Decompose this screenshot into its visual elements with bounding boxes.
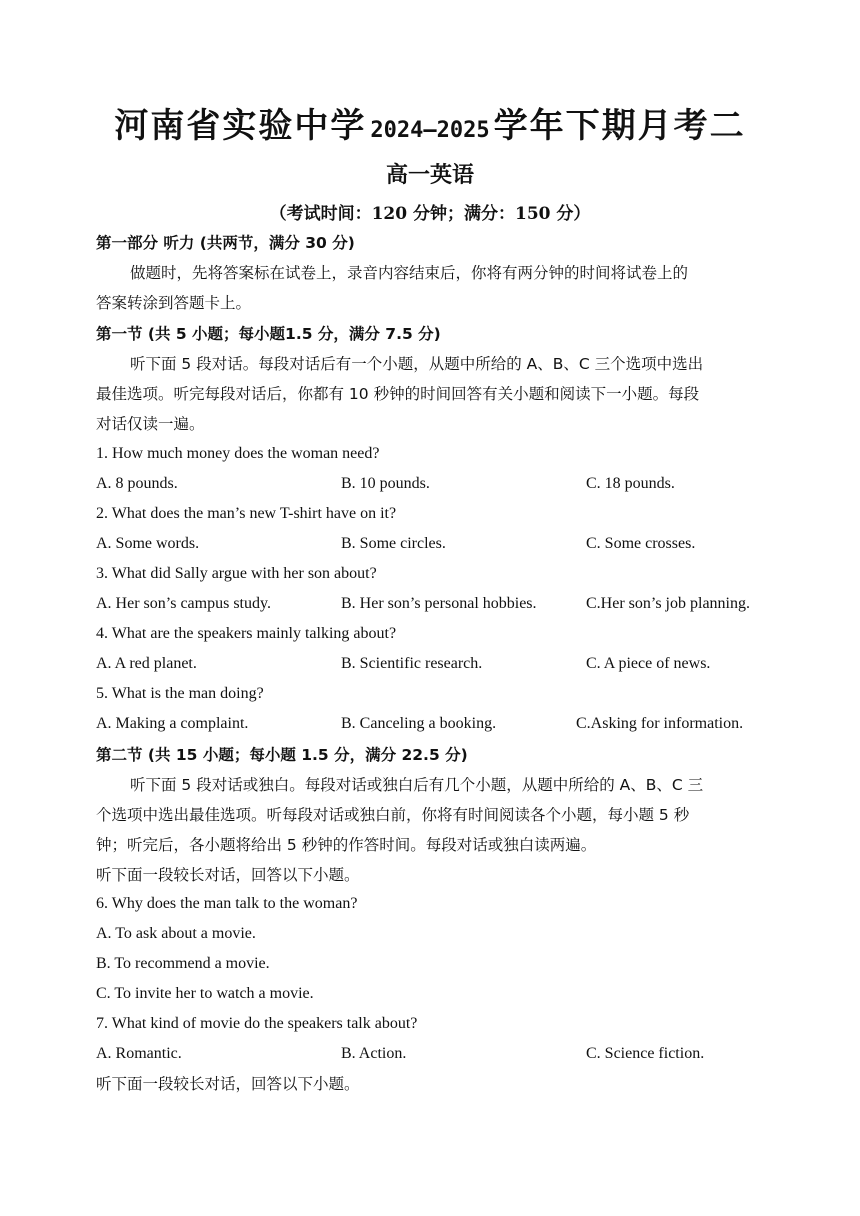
q3-option-c: C.Her son’s job planning. [586, 595, 750, 612]
section1-instruction-line: 听下面 5 段对话。每段对话后有一个小题，从题中所给的 A、B、C 三个选项中选出 [130, 355, 704, 373]
part1-instruction-line: 答案转涂到答题卡上。 [96, 294, 252, 312]
q6-option-a: A. To ask about a movie. [96, 925, 256, 942]
section1-instruction-line: 最佳选项。听完每段对话后，你都有 10 秒钟的时间回答有关小题和阅读下一小题。每段 [96, 385, 700, 403]
part1-instruction-line: 做题时，先将答案标在试卷上，录音内容结束后，你将有两分钟的时间将试卷上的 [130, 264, 689, 282]
title-year: 2024–2025 [370, 118, 490, 143]
question-6: 6. Why does the man talk to the woman? [96, 895, 358, 912]
section1-instruction-line: 对话仅读一遍。 [96, 415, 205, 433]
q5-option-a: A. Making a complaint. [96, 715, 249, 732]
part1-heading: 第一部分 听力 (共两节，满分 30 分) [96, 234, 355, 252]
title-term: 学年下期月考二 [493, 106, 746, 146]
q1-option-b: B. 10 pounds. [341, 475, 430, 492]
q4-option-a: A. A red planet. [96, 655, 197, 672]
q1-option-a: A. 8 pounds. [96, 475, 178, 492]
question-1: 1. How much money does the woman need? [96, 445, 380, 462]
title-school: 河南省实验中学 [114, 106, 367, 146]
section2-instruction-line: 个选项中选出最佳选项。听每段对话或独白前，你将有时间阅读各个小题，每小题 5 秒 [96, 806, 690, 824]
subject-title: 高一英语 [385, 162, 474, 188]
q3-option-a: A. Her son’s campus study. [96, 595, 271, 612]
q5-option-c: C.Asking for information. [576, 715, 744, 732]
q2-option-a: A. Some words. [96, 535, 200, 552]
question-7: 7. What kind of movie do the speakers talk about? [96, 1015, 418, 1032]
section2-instruction-line: 听下面 5 段对话或独白。每段对话或独白后有几个小题，从题中所给的 A、B、C 三 [130, 776, 704, 794]
section1-heading: 第一节 (共 5 小题；每小题1.5 分，满分 7.5 分) [96, 325, 441, 343]
question-4: 4. What are the speakers mainly talking about? [96, 625, 397, 642]
q5-option-b: B. Canceling a booking. [341, 715, 497, 732]
question-3: 3. What did Sally argue with her son about? [96, 565, 377, 582]
q7-option-a: A. Romantic. [96, 1045, 182, 1062]
q7-option-b: B. Action. [341, 1045, 407, 1062]
page-title [0, 98, 860, 147]
q4-option-c: C. A piece of news. [586, 655, 711, 672]
question-5: 5. What is the man doing? [96, 685, 264, 702]
q2-option-c: C. Some crosses. [586, 535, 696, 552]
question-2: 2. What does the man’s new T-shirt have on it? [96, 505, 397, 522]
section2-instruction-line: 钟；听完后，各小题将给出 5 秒钟的作答时间。每段对话或独白读两遍。 [96, 836, 597, 854]
listen-prompt: 听下面一段较长对话，回答以下小题。 [96, 866, 360, 884]
q4-option-b: B. Scientific research. [341, 655, 483, 672]
q6-option-b: B. To recommend a movie. [96, 955, 270, 972]
q7-option-c: C. Science fiction. [586, 1045, 705, 1062]
q6-option-c: C. To invite her to watch a movie. [96, 985, 314, 1002]
q3-option-b: B. Her son’s personal hobbies. [341, 595, 537, 612]
section2-heading: 第二节 (共 15 小题；每小题 1.5 分，满分 22.5 分) [96, 746, 468, 764]
listen-prompt: 听下面一段较长对话，回答以下小题。 [96, 1075, 360, 1093]
exam-info: （考试时间：120 分钟；满分：150 分） [269, 204, 591, 224]
q1-option-c: C. 18 pounds. [586, 475, 675, 492]
q2-option-b: B. Some circles. [341, 535, 446, 552]
